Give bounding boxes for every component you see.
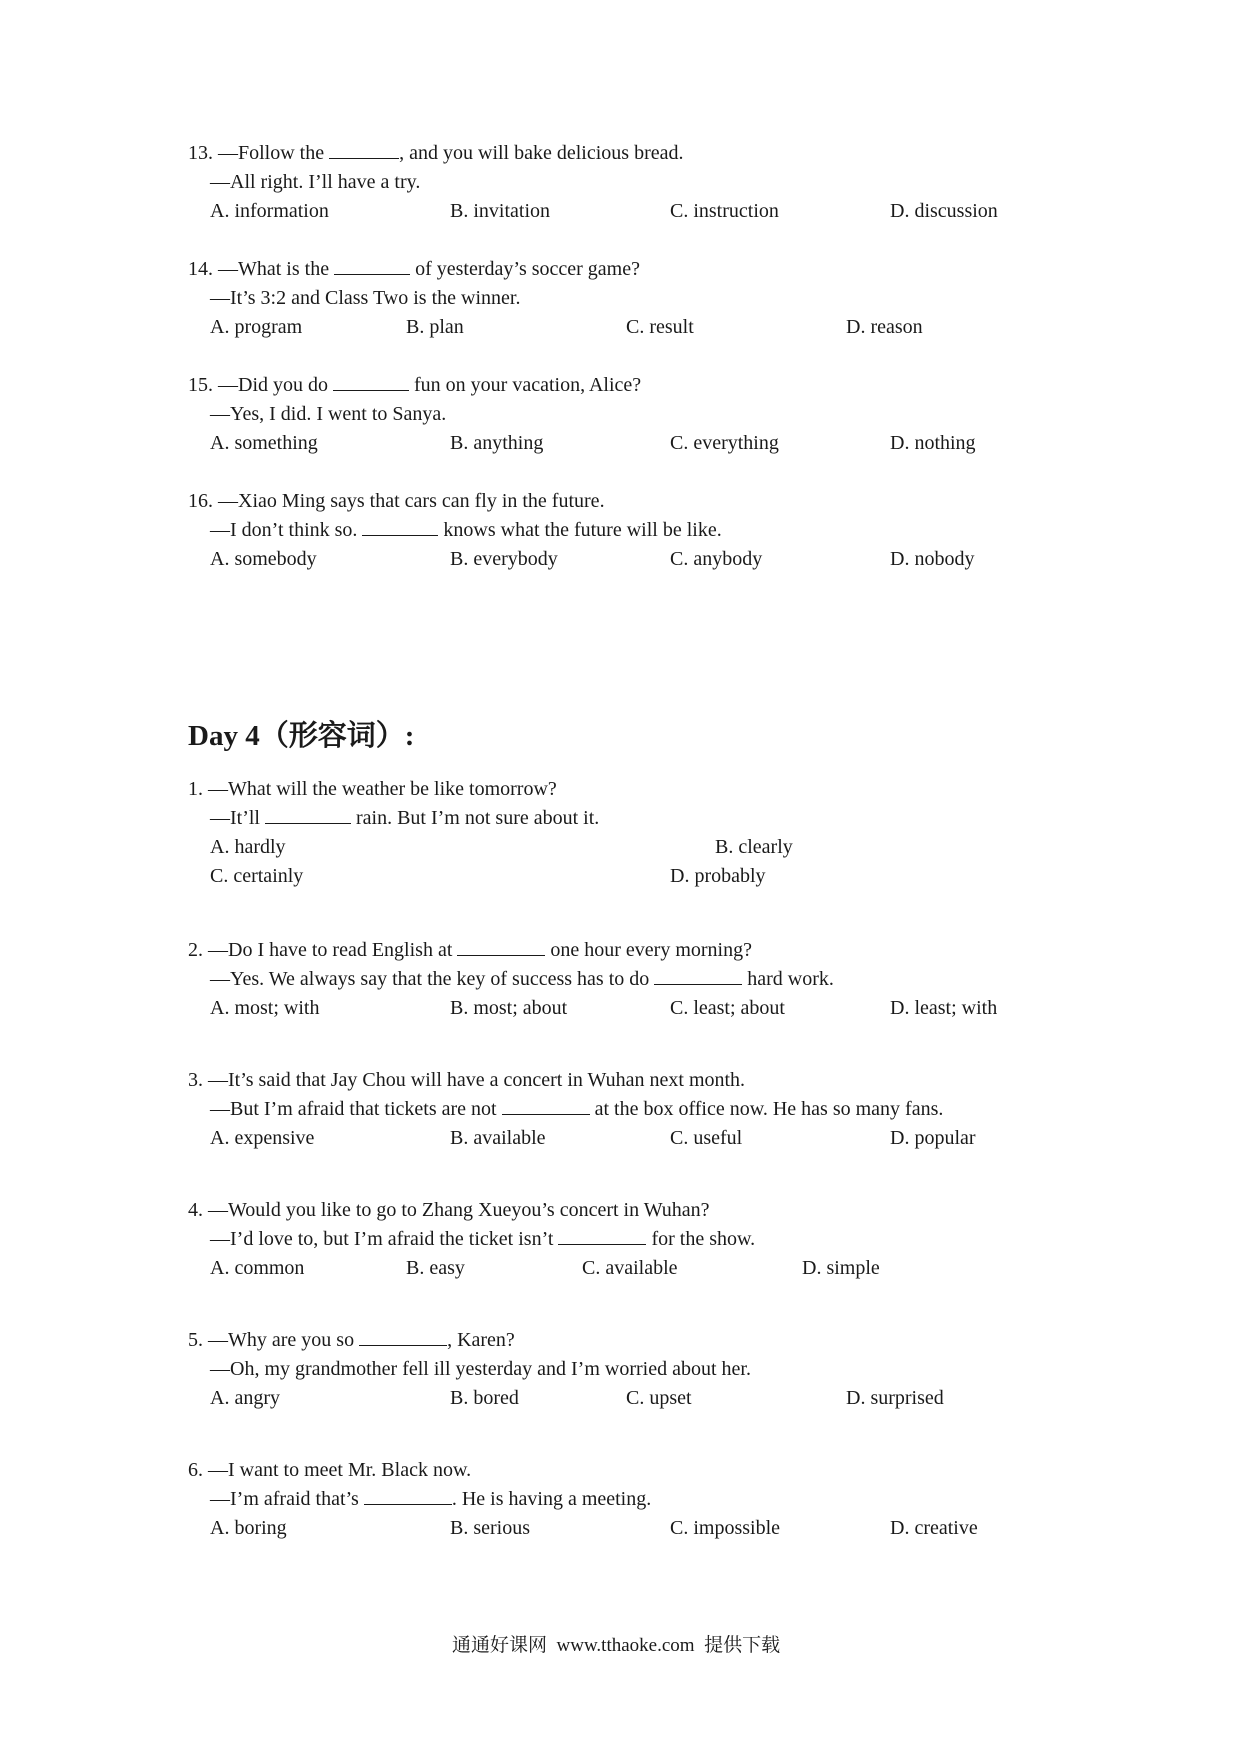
answer-blank (558, 1226, 646, 1245)
option-d: D. surprised (846, 1387, 944, 1409)
option-c: C. impossible (670, 1517, 781, 1539)
option-b: B. easy (406, 1257, 465, 1279)
option-b: B. most; about (450, 997, 568, 1019)
option-a: A. something (210, 432, 318, 454)
day4-question-4-line1: 4. —Would you like to go to Zhang Xueyou’s concert in Wuhan? (188, 1199, 710, 1221)
question-15-line1: 15. —Did you do fun on your vacation, Alice? (188, 374, 642, 396)
option-b: B. plan (406, 316, 464, 338)
option-d: D. nobody (890, 548, 975, 570)
answer-blank (334, 256, 410, 275)
day4-question-5-line2: —Oh, my grandmother fell ill yesterday and I’m worried about her. (210, 1358, 751, 1380)
option-a: A. information (210, 200, 329, 222)
option-c: C. instruction (670, 200, 779, 222)
answer-blank (654, 966, 742, 985)
option-c: C. everything (670, 432, 779, 454)
option-d: D. least; with (890, 997, 998, 1019)
answer-blank (364, 1486, 452, 1505)
option-c: C. anybody (670, 548, 763, 570)
question-14-line1: 14. —What is the of yesterday’s soccer game? (188, 258, 640, 280)
question-number: 4. (188, 1199, 203, 1221)
option-a: A. expensive (210, 1127, 315, 1149)
option-d: D. probably (670, 865, 766, 887)
option-d: D. simple (802, 1257, 880, 1279)
answer-blank (359, 1327, 447, 1346)
option-b: B. invitation (450, 200, 550, 222)
answer-blank (502, 1096, 590, 1115)
day4-question-1-line1: 1. —What will the weather be like tomorrow? (188, 778, 557, 800)
question-16-line2: —I don’t think so. knows what the future will be like. (210, 519, 722, 541)
option-b: B. everybody (450, 548, 558, 570)
question-number: 16. (188, 490, 213, 512)
question-13-line1: 13. —Follow the , and you will bake delicious bread. (188, 142, 684, 164)
option-d: D. discussion (890, 200, 998, 222)
option-d: D. reason (846, 316, 923, 338)
option-a: A. common (210, 1257, 305, 1279)
answer-blank (265, 805, 351, 824)
question-number: 15. (188, 374, 213, 396)
option-a: A. program (210, 316, 303, 338)
option-a: A. hardly (210, 836, 286, 858)
answer-blank (457, 937, 545, 956)
question-15-line2: —Yes, I did. I went to Sanya. (210, 403, 447, 425)
day4-question-2-line2: —Yes. We always say that the key of success has to do hard work. (210, 968, 834, 990)
question-number: 2. (188, 939, 203, 961)
answer-blank (329, 140, 399, 159)
option-c: C. least; about (670, 997, 785, 1019)
option-b: B. available (450, 1127, 546, 1149)
option-b: B. serious (450, 1517, 530, 1539)
question-number: 1. (188, 778, 203, 800)
option-d: D. creative (890, 1517, 978, 1539)
option-d: D. nothing (890, 432, 976, 454)
question-number: 14. (188, 258, 213, 280)
answer-blank (333, 372, 409, 391)
option-a: A. somebody (210, 548, 317, 570)
day4-question-6-line2: —I’m afraid that’s . He is having a meeting. (210, 1488, 652, 1510)
day4-question-2-line1: 2. —Do I have to read English at one hour every morning? (188, 939, 752, 961)
day4-question-1-line2: —It’ll rain. But I’m not sure about it. (210, 807, 600, 829)
section-heading-day4: Day 4（形容词）: (188, 720, 415, 752)
option-c: C. available (582, 1257, 678, 1279)
day4-question-3-line2: —But I’m afraid that tickets are not at the box office now. He has so many fans. (210, 1098, 944, 1120)
answer-blank (362, 517, 438, 536)
option-d: D. popular (890, 1127, 976, 1149)
question-13-line2: —All right. I’ll have a try. (210, 171, 421, 193)
option-c: C. certainly (210, 865, 304, 887)
day4-question-4-line2: —I’d love to, but I’m afraid the ticket isn’t for the show. (210, 1228, 756, 1250)
question-number: 6. (188, 1459, 203, 1481)
day4-question-5-line1: 5. —Why are you so , Karen? (188, 1329, 515, 1351)
option-a: A. boring (210, 1517, 287, 1539)
option-a: A. angry (210, 1387, 280, 1409)
option-a: A. most; with (210, 997, 320, 1019)
question-number: 5. (188, 1329, 203, 1351)
day4-question-3-line1: 3. —It’s said that Jay Chou will have a concert in Wuhan next month. (188, 1069, 746, 1091)
day4-question-6-line1: 6. —I want to meet Mr. Black now. (188, 1459, 472, 1481)
option-b: B. clearly (715, 836, 793, 858)
option-c: C. useful (670, 1127, 743, 1149)
option-b: B. anything (450, 432, 544, 454)
footer-text: 通通好课网 www.tthaoke.com 提供下载 (452, 1635, 781, 1656)
question-16-line1: 16. —Xiao Ming says that cars can fly in the future. (188, 490, 605, 512)
option-b: B. bored (450, 1387, 519, 1409)
question-number: 13. (188, 142, 213, 164)
option-c: C. upset (626, 1387, 692, 1409)
question-number: 3. (188, 1069, 203, 1091)
question-14-line2: —It’s 3:2 and Class Two is the winner. (210, 287, 521, 309)
option-c: C. result (626, 316, 694, 338)
